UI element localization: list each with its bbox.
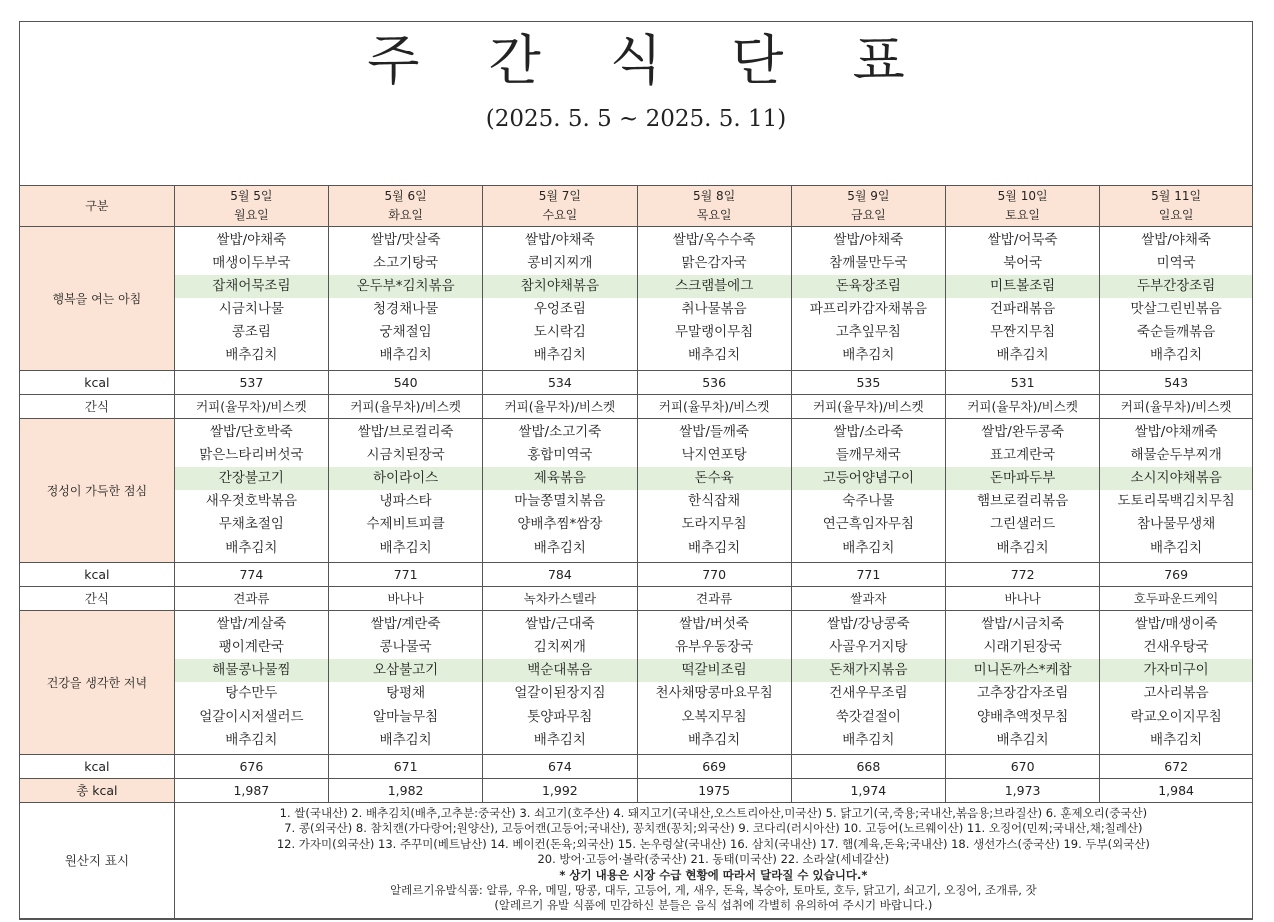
menu-item: 고추장감자조림 xyxy=(976,685,1069,702)
lunch-menu xyxy=(329,418,483,562)
total-kcal-value: 1975 xyxy=(637,778,791,802)
menu-item: 쌀밥/옥수수죽 xyxy=(672,231,756,248)
menu-item: 락교오이지무침 xyxy=(1130,708,1222,725)
menu-item: 숙주나물 xyxy=(842,493,895,510)
menu-item: 배추김치 xyxy=(1150,347,1203,364)
day-weekday: 토요일 xyxy=(1005,207,1041,222)
menu-item: 김치찌개 xyxy=(533,638,586,655)
menu-item: 배추김치 xyxy=(1150,731,1203,748)
menu-item: 쌀밥/소라죽 xyxy=(833,423,904,440)
total-kcal-row xyxy=(20,778,1252,802)
day-weekday: 화요일 xyxy=(388,207,424,222)
lunch-kcal-value: 784 xyxy=(483,562,637,586)
snack2-value: 견과류 xyxy=(174,586,328,610)
menu-item: 잡채어묵조림 xyxy=(175,275,328,298)
menu-item: 배추김치 xyxy=(225,347,278,364)
menu-item: 시래기된장국 xyxy=(983,638,1062,655)
menu-item: 배추김치 xyxy=(533,539,586,556)
menu-item: 쌀밥/계란죽 xyxy=(370,615,441,632)
dinner-menu xyxy=(637,610,791,754)
dinner-menu xyxy=(174,610,328,754)
lunch-label: 정성이 가득한 점심 xyxy=(20,418,174,562)
snack2-value: 바나나 xyxy=(329,586,483,610)
menu-item: 고사리볶음 xyxy=(1143,685,1209,702)
menu-item: 청경채나물 xyxy=(373,301,439,318)
menu-item: 쌀밥/야채죽 xyxy=(216,231,287,248)
menu-item: 낙지연포탕 xyxy=(681,446,747,463)
day-date: 5월 10일 xyxy=(997,188,1048,203)
total-kcal-label: 총 kcal xyxy=(20,778,174,802)
lunch-kcal-row xyxy=(20,562,1252,586)
menu-item: 무짠지무침 xyxy=(990,324,1056,341)
origin-line: 1. 쌀(국내산) 2. 배추김치(배추,고추분:중국산) 3. 쇠고기(호주산) 4. 돼지고기(국내산,오스트리아산,미국산) 5. 닭고기(국,죽용;국내산,볶음용;브라질산) 6. 훈제오리(중국산) xyxy=(279,805,1148,820)
menu-item: 매생이두부국 xyxy=(212,254,291,271)
menu-item: 새우젓호박볶음 xyxy=(205,493,298,510)
lunch-menu xyxy=(174,418,328,562)
menu-item: 도라지무침 xyxy=(681,516,747,533)
snack2-value: 호두파운드케익 xyxy=(1100,586,1252,610)
menu-item: 탕수만두 xyxy=(225,685,278,702)
breakfast-menu xyxy=(946,226,1100,370)
menu-item: 표고계란국 xyxy=(990,446,1056,463)
kcal-label: kcal xyxy=(20,562,174,586)
menu-item: 쌀밥/야채죽 xyxy=(833,231,904,248)
menu-item: 돈육장조림 xyxy=(792,275,945,298)
origin-line: 12. 가자미(외국산) 13. 주꾸미(베트남산) 14. 베이컨(돈육;외국산) 15. 논우렁살(국내산) 16. 삼치(국내산) 17. 햄(계육,돈육;국내산) 18. 생선가스(중국산) 19. 두부(외국산) xyxy=(276,836,1150,851)
menu-item: 온두부*김치볶음 xyxy=(329,275,482,298)
breakfast-menu xyxy=(174,226,328,370)
menu-item: 유부우동장국 xyxy=(675,638,754,655)
lunch-menu xyxy=(791,418,945,562)
menu-item: 콩비지찌개 xyxy=(527,254,593,271)
menu-item: 배추김치 xyxy=(225,539,278,556)
day-date: 5월 5일 xyxy=(230,188,273,203)
header xyxy=(20,22,1252,186)
menu-item: 시금치된장국 xyxy=(366,446,445,463)
origin-label: 원산지 표시 xyxy=(20,802,174,918)
day-weekday: 금요일 xyxy=(850,207,886,222)
menu-item: 배추김치 xyxy=(842,347,895,364)
menu-item: 쌀밥/소고기죽 xyxy=(518,423,602,440)
menu-item: 쌀밥/단호박죽 xyxy=(209,423,293,440)
menu-item: 탕평채 xyxy=(386,685,426,702)
menu-item: 콩조림 xyxy=(231,324,271,341)
origin-info xyxy=(174,802,1252,918)
menu-item: 쌀밥/야채죽 xyxy=(524,231,595,248)
menu-item: 건파래볶음 xyxy=(990,301,1056,318)
menu-item: 고등어양념구이 xyxy=(792,467,945,490)
menu-item: 참깨물만두국 xyxy=(829,254,908,271)
dinner-kcal-value: 671 xyxy=(329,754,483,778)
day-weekday: 월요일 xyxy=(233,207,269,222)
menu-item: 양배추찜*쌈장 xyxy=(517,516,603,533)
menu-item: 간장불고기 xyxy=(175,467,328,490)
menu-item: 한식잡채 xyxy=(688,493,741,510)
menu-item: 고추잎무침 xyxy=(835,324,901,341)
breakfast-label: 행복을 여는 아침 xyxy=(20,226,174,370)
menu-item: 북어국 xyxy=(1003,254,1043,271)
snack1-value: 커피(율무차)/비스켓 xyxy=(946,394,1100,418)
menu-item: 쑥갓겉절이 xyxy=(835,708,901,725)
breakfast-kcal-value: 535 xyxy=(791,370,945,394)
snack2-row xyxy=(20,586,1252,610)
menu-item: 미트볼조림 xyxy=(946,275,1099,298)
menu-item: 돈마파두부 xyxy=(946,467,1099,490)
menu-item: 맛살그린빈볶음 xyxy=(1130,301,1222,318)
dinner-menu xyxy=(329,610,483,754)
total-kcal-value: 1,974 xyxy=(791,778,945,802)
menu-item: 소시지야채볶음 xyxy=(1100,467,1252,490)
menu-item: 스크램블에그 xyxy=(638,275,791,298)
day-header-row xyxy=(20,186,1252,226)
day-weekday: 일요일 xyxy=(1158,207,1194,222)
snack2-value: 녹차카스텔라 xyxy=(483,586,637,610)
dinner-row xyxy=(20,610,1252,754)
menu-item: 두부간장조림 xyxy=(1100,275,1252,298)
menu-item: 죽순들깨볶음 xyxy=(1137,324,1216,341)
day-header xyxy=(483,186,637,226)
menu-item: 쌀밥/매생이죽 xyxy=(1134,615,1218,632)
menu-item: 오복지무침 xyxy=(681,708,747,725)
menu-item: 마늘쫑멸치볶음 xyxy=(514,493,606,510)
dinner-menu xyxy=(946,610,1100,754)
total-kcal-value: 1,984 xyxy=(1100,778,1252,802)
menu-item: 미니돈까스*케찹 xyxy=(946,659,1099,682)
dinner-kcal-value: 672 xyxy=(1100,754,1252,778)
snack2-value: 견과류 xyxy=(637,586,791,610)
menu-item: 배추김치 xyxy=(842,731,895,748)
menu-item: 배추김치 xyxy=(225,731,278,748)
menu-item: 들깨무채국 xyxy=(835,446,901,463)
menu-item: 쌀밥/게살죽 xyxy=(216,615,287,632)
menu-item: 맑은감자국 xyxy=(681,254,747,271)
breakfast-kcal-value: 531 xyxy=(946,370,1100,394)
menu-item: 천사채땅콩마요무침 xyxy=(655,685,773,702)
menu-item: 돈채가지볶음 xyxy=(792,659,945,682)
menu-item: 무말랭이무침 xyxy=(675,324,754,341)
menu-item: 배추김치 xyxy=(688,731,741,748)
lunch-menu xyxy=(483,418,637,562)
menu-item: 수제비트피클 xyxy=(366,516,445,533)
menu-item: 시금치나물 xyxy=(218,301,284,318)
total-kcal-value: 1,982 xyxy=(329,778,483,802)
menu-item: 얼갈이된장지짐 xyxy=(514,685,606,702)
day-header xyxy=(791,186,945,226)
menu-item: 맑은느타리버섯국 xyxy=(199,446,304,463)
day-date: 5월 9일 xyxy=(847,188,890,203)
menu-item: 배추김치 xyxy=(379,731,432,748)
menu-item: 배추김치 xyxy=(996,539,1049,556)
breakfast-row xyxy=(20,226,1252,370)
menu-item: 가자미구이 xyxy=(1100,659,1252,682)
origin-line: 7. 콩(외국산) 8. 참치캔(가다랑어;원양산), 고등어캔(고등어;국내산), 꽁치캔(꽁치;외국산) 9. 코다리(러시아산) 10. 고등어(노르웨이산) 11. 오징어(민찌;국내산,채;칠레산) xyxy=(284,821,1143,836)
menu-item: 햄브로컬리볶음 xyxy=(976,493,1069,510)
day-weekday: 목요일 xyxy=(696,207,732,222)
day-header xyxy=(174,186,328,226)
lunch-menu xyxy=(637,418,791,562)
day-weekday: 수요일 xyxy=(542,207,578,222)
breakfast-kcal-value: 540 xyxy=(329,370,483,394)
menu-item: 건새우탕국 xyxy=(1143,638,1209,655)
dinner-kcal-value: 669 xyxy=(637,754,791,778)
snack1-value: 커피(율무차)/비스켓 xyxy=(637,394,791,418)
menu-item: 취나물볶음 xyxy=(681,301,747,318)
day-date: 5월 8일 xyxy=(692,188,736,203)
origin-line: 알레르기유발식품: 알류, 우유, 메밀, 땅콩, 대두, 고등어, 게, 새우, 돈육, 복숭아, 토마토, 호두, 닭고기, 쇠고기, 오징어, 조개류, 잣 xyxy=(390,882,1037,897)
menu-item: 알마늘무침 xyxy=(373,708,439,725)
menu-item: 제육볶음 xyxy=(483,467,636,490)
menu-item: 쌀밥/들깨죽 xyxy=(679,423,749,440)
page-title: 주 간 식 단 표 xyxy=(367,29,931,92)
menu-item: 해물순두부찌개 xyxy=(1130,446,1222,463)
origin-row xyxy=(20,802,1252,918)
dinner-kcal-value: 670 xyxy=(946,754,1100,778)
menu-item: 냉파스타 xyxy=(379,493,432,510)
lunch-menu xyxy=(946,418,1100,562)
menu-item: 쌀밥/근대죽 xyxy=(524,615,595,632)
menu-item: 연근흑임자무침 xyxy=(822,516,915,533)
menu-item: 건새우무조림 xyxy=(829,685,908,702)
lunch-kcal-value: 771 xyxy=(329,562,483,586)
breakfast-menu xyxy=(329,226,483,370)
menu-item: 콩나물국 xyxy=(379,638,432,655)
menu-item: 참나물무생채 xyxy=(1137,516,1216,533)
lunch-kcal-value: 769 xyxy=(1100,562,1252,586)
menu-item: 무채초절임 xyxy=(218,516,284,533)
total-kcal-value: 1,987 xyxy=(174,778,328,802)
menu-item: 배추김치 xyxy=(842,539,895,556)
menu-item: 팽이계란국 xyxy=(218,638,284,655)
origin-line: * 상기 내용은 시장 수급 현황에 따라서 달라질 수 있습니다.* xyxy=(559,867,868,882)
dinner-kcal-value: 674 xyxy=(483,754,637,778)
kcal-label: kcal xyxy=(20,370,174,394)
origin-line: 20. 방어·고등어·볼락(중국산) 21. 동태(미국산) 22. 소라살(세네갈산) xyxy=(537,852,890,867)
menu-item: 쌀밥/브로컬리죽 xyxy=(357,423,454,440)
menu-item: 그린샐러드 xyxy=(990,516,1056,533)
breakfast-menu xyxy=(791,226,945,370)
menu-item: 홍합미역국 xyxy=(527,446,593,463)
menu-item: 사골우거지탕 xyxy=(829,638,908,655)
day-header xyxy=(1100,186,1252,226)
menu-item: 배추김치 xyxy=(996,347,1049,364)
menu-item: 쌀밥/시금치죽 xyxy=(981,615,1065,632)
dinner-kcal-value: 668 xyxy=(791,754,945,778)
breakfast-menu xyxy=(1100,226,1252,370)
menu-item: 쌀밥/맛살죽 xyxy=(370,231,441,248)
snack1-row xyxy=(20,394,1252,418)
breakfast-menu xyxy=(483,226,637,370)
menu-item: 돈수육 xyxy=(638,467,791,490)
snack1-value: 커피(율무차)/비스켓 xyxy=(174,394,328,418)
menu-item: 해물콩나물찜 xyxy=(175,659,328,682)
day-header xyxy=(946,186,1100,226)
breakfast-menu xyxy=(637,226,791,370)
snack-label: 간식 xyxy=(20,586,174,610)
day-date: 5월 6일 xyxy=(384,188,427,203)
menu-item: 소고기탕국 xyxy=(373,254,439,271)
dinner-label: 건강을 생각한 저녁 xyxy=(20,610,174,754)
dinner-menu xyxy=(791,610,945,754)
header-label: 구분 xyxy=(20,186,174,226)
menu-item: 배추김치 xyxy=(688,347,741,364)
lunch-kcal-value: 774 xyxy=(174,562,328,586)
lunch-menu xyxy=(1100,418,1252,562)
menu-item: 배추김치 xyxy=(533,347,586,364)
day-date: 5월 11일 xyxy=(1151,188,1202,203)
menu-item: 파프리카감자채볶음 xyxy=(809,301,928,318)
breakfast-kcal-row xyxy=(20,370,1252,394)
menu-item: 하이라이스 xyxy=(329,467,482,490)
menu-item: 쌀밥/야채깨죽 xyxy=(1134,423,1218,440)
snack2-value: 바나나 xyxy=(946,586,1100,610)
menu-item: 배추김치 xyxy=(379,347,432,364)
menu-item: 배추김치 xyxy=(533,731,586,748)
menu-item: 배추김치 xyxy=(379,539,432,556)
menu-item: 우엉조림 xyxy=(533,301,586,318)
kcal-label: kcal xyxy=(20,754,174,778)
menu-item: 배추김치 xyxy=(996,731,1049,748)
breakfast-kcal-value: 536 xyxy=(637,370,791,394)
dinner-kcal-row xyxy=(20,754,1252,778)
menu-item: 미역국 xyxy=(1156,254,1196,271)
total-kcal-value: 1,973 xyxy=(946,778,1100,802)
menu-item: 쌀밥/강낭콩죽 xyxy=(826,615,910,632)
lunch-row xyxy=(20,418,1252,562)
menu-item: 쌀밥/버섯죽 xyxy=(679,615,749,632)
menu-item: 궁채절임 xyxy=(379,324,432,341)
menu-item: 쌀밥/야채죽 xyxy=(1141,231,1211,248)
menu-table xyxy=(20,186,1252,919)
menu-item: 떡갈비조림 xyxy=(638,659,791,682)
snack1-value: 커피(율무차)/비스켓 xyxy=(1100,394,1252,418)
day-header xyxy=(637,186,791,226)
day-date: 5월 7일 xyxy=(538,188,582,203)
breakfast-kcal-value: 543 xyxy=(1100,370,1252,394)
menu-item: 도토리묵백김치무침 xyxy=(1117,493,1235,510)
origin-line: (알레르기 유발 식품에 민감하신 분들은 음식 섭취에 각별히 유의하여 주시기 바랍니다.) xyxy=(494,898,933,913)
snack1-value: 커피(율무차)/비스켓 xyxy=(329,394,483,418)
menu-item: 얼갈이시저샐러드 xyxy=(199,708,304,725)
menu-item: 쌀밥/완두콩죽 xyxy=(981,423,1065,440)
menu-item: 오삼불고기 xyxy=(329,659,482,682)
menu-item: 배추김치 xyxy=(1150,539,1203,556)
date-range: (2025. 5. 5 ~ 2025. 5. 11) xyxy=(485,106,787,132)
snack1-value: 커피(율무차)/비스켓 xyxy=(483,394,637,418)
snack2-value: 쌀과자 xyxy=(791,586,945,610)
breakfast-kcal-value: 537 xyxy=(174,370,328,394)
total-kcal-value: 1,992 xyxy=(483,778,637,802)
menu-item: 양배추액젓무침 xyxy=(976,708,1069,725)
menu-item: 참치야채볶음 xyxy=(483,275,636,298)
lunch-kcal-value: 771 xyxy=(791,562,945,586)
day-header xyxy=(329,186,483,226)
breakfast-kcal-value: 534 xyxy=(483,370,637,394)
snack1-value: 커피(율무차)/비스켓 xyxy=(791,394,945,418)
menu-item: 도시락김 xyxy=(533,324,586,341)
dinner-menu xyxy=(1100,610,1252,754)
menu-item: 쌀밥/어묵죽 xyxy=(987,231,1058,248)
menu-item: 배추김치 xyxy=(688,539,741,556)
lunch-kcal-value: 770 xyxy=(637,562,791,586)
menu-item: 백순대볶음 xyxy=(483,659,636,682)
menu-sheet xyxy=(19,21,1253,920)
dinner-menu xyxy=(483,610,637,754)
snack-label: 간식 xyxy=(20,394,174,418)
lunch-kcal-value: 772 xyxy=(946,562,1100,586)
menu-item: 톳양파무침 xyxy=(527,708,593,725)
dinner-kcal-value: 676 xyxy=(174,754,328,778)
